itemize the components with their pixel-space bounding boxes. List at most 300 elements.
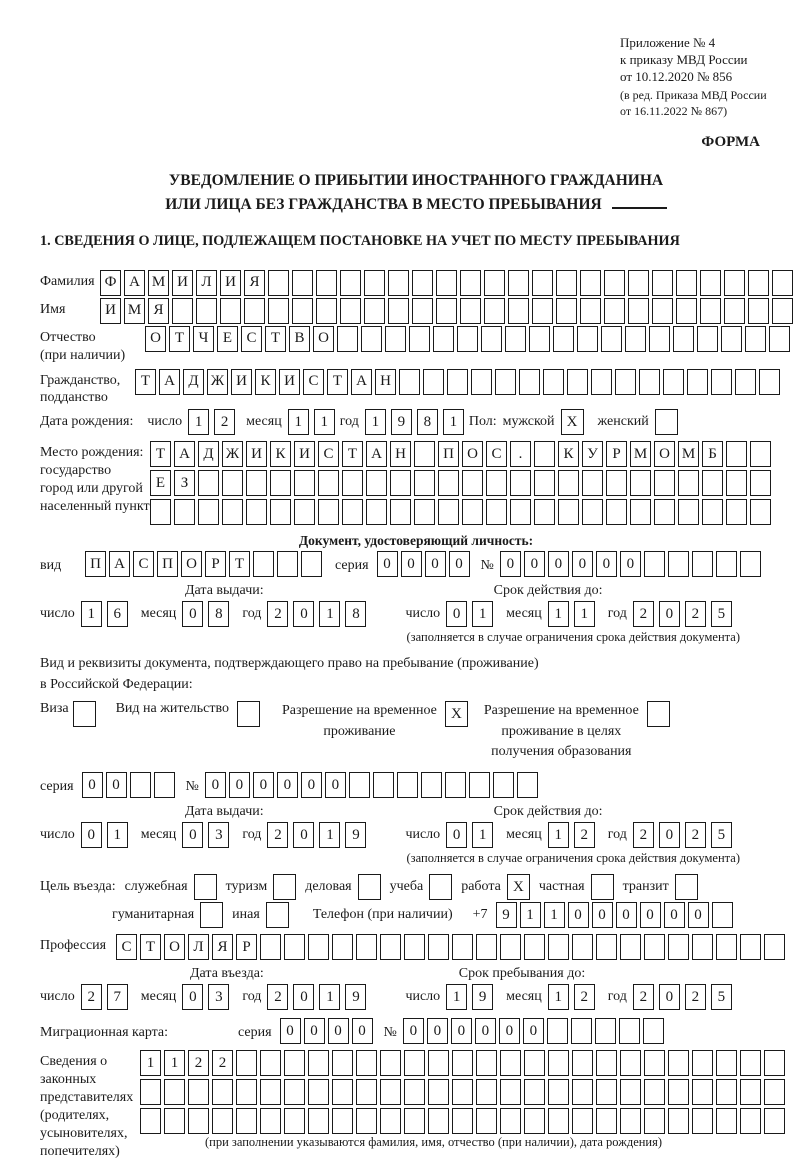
char-box[interactable]	[678, 470, 699, 496]
char-box[interactable]: Д	[183, 369, 204, 395]
char-box[interactable]	[726, 499, 747, 525]
char-box[interactable]	[308, 1079, 329, 1105]
char-box[interactable]: П	[85, 551, 106, 577]
char-box[interactable]	[294, 470, 315, 496]
char-box[interactable]: 1	[288, 409, 309, 435]
char-box[interactable]	[604, 298, 625, 324]
char-box[interactable]	[270, 499, 291, 525]
char-box[interactable]	[676, 270, 697, 296]
char-box[interactable]	[301, 551, 322, 577]
checkbox-tranzit[interactable]	[675, 874, 698, 900]
char-box[interactable]: 0	[277, 772, 298, 798]
char-box[interactable]: 1	[140, 1050, 161, 1076]
char-box[interactable]	[668, 934, 689, 960]
char-box[interactable]	[220, 298, 241, 324]
char-box[interactable]: 2	[81, 984, 102, 1010]
char-box[interactable]	[337, 326, 358, 352]
char-box[interactable]	[558, 499, 579, 525]
char-box[interactable]	[284, 1050, 305, 1076]
checkbox-turizm[interactable]	[273, 874, 296, 900]
char-box[interactable]	[740, 1050, 761, 1076]
char-box[interactable]	[534, 441, 555, 467]
res-valid-year-boxes[interactable]	[633, 822, 737, 848]
char-box[interactable]: 0	[499, 1018, 520, 1044]
char-box[interactable]	[532, 298, 553, 324]
char-box[interactable]	[764, 934, 785, 960]
char-box[interactable]	[284, 1108, 305, 1134]
char-box[interactable]	[318, 499, 339, 525]
char-box[interactable]: 5	[711, 822, 732, 848]
char-box[interactable]	[340, 298, 361, 324]
char-box[interactable]	[236, 1108, 257, 1134]
res-issue-day-boxes[interactable]	[81, 822, 133, 848]
char-box[interactable]	[462, 499, 483, 525]
doc-issue-day-boxes[interactable]	[81, 601, 133, 627]
char-box[interactable]: А	[351, 369, 372, 395]
char-box[interactable]: 1	[472, 601, 493, 627]
char-box[interactable]	[764, 1050, 785, 1076]
char-box[interactable]	[711, 369, 732, 395]
char-box[interactable]	[724, 298, 745, 324]
char-box[interactable]: 1	[446, 984, 467, 1010]
char-box[interactable]	[380, 1108, 401, 1134]
char-box[interactable]: Т	[229, 551, 250, 577]
char-box[interactable]: А	[174, 441, 195, 467]
char-box[interactable]	[740, 1108, 761, 1134]
char-box[interactable]	[260, 1050, 281, 1076]
char-box[interactable]	[668, 1079, 689, 1105]
char-box[interactable]	[524, 1079, 545, 1105]
char-box[interactable]	[577, 326, 598, 352]
char-box[interactable]	[364, 298, 385, 324]
char-box[interactable]: 2	[267, 822, 288, 848]
res-number-boxes[interactable]	[205, 772, 541, 798]
char-box[interactable]: 0	[446, 601, 467, 627]
char-box[interactable]: Т	[150, 441, 171, 467]
doc-valid-day-boxes[interactable]	[446, 601, 498, 627]
char-box[interactable]: 5	[711, 984, 732, 1010]
char-box[interactable]	[524, 934, 545, 960]
char-box[interactable]	[532, 270, 553, 296]
char-box[interactable]	[567, 369, 588, 395]
char-box[interactable]	[769, 326, 790, 352]
char-box[interactable]	[558, 470, 579, 496]
char-box[interactable]: 0	[659, 984, 680, 1010]
char-box[interactable]: П	[438, 441, 459, 467]
char-box[interactable]: 1	[548, 601, 569, 627]
char-box[interactable]: М	[124, 298, 145, 324]
char-box[interactable]	[692, 1050, 713, 1076]
char-box[interactable]	[750, 470, 771, 496]
char-box[interactable]: О	[181, 551, 202, 577]
char-box[interactable]	[596, 934, 617, 960]
char-box[interactable]: Т	[342, 441, 363, 467]
char-box[interactable]	[606, 470, 627, 496]
char-box[interactable]	[471, 369, 492, 395]
entry-month-boxes[interactable]	[182, 984, 234, 1010]
char-box[interactable]	[606, 499, 627, 525]
char-box[interactable]	[625, 326, 646, 352]
char-box[interactable]	[390, 499, 411, 525]
char-box[interactable]	[510, 470, 531, 496]
char-box[interactable]: Т	[140, 934, 161, 960]
char-box[interactable]: Д	[198, 441, 219, 467]
char-box[interactable]	[414, 441, 435, 467]
char-box[interactable]: А	[366, 441, 387, 467]
char-box[interactable]	[548, 1050, 569, 1076]
checkbox-female[interactable]	[655, 409, 678, 435]
char-box[interactable]: Р	[205, 551, 226, 577]
char-box[interactable]: З	[174, 470, 195, 496]
char-box[interactable]	[529, 326, 550, 352]
char-box[interactable]	[457, 326, 478, 352]
char-box[interactable]	[628, 270, 649, 296]
char-box[interactable]	[759, 369, 780, 395]
char-box[interactable]: 0	[328, 1018, 349, 1044]
char-box[interactable]	[495, 369, 516, 395]
char-box[interactable]: М	[678, 441, 699, 467]
doc-type-boxes[interactable]	[85, 551, 325, 577]
char-box[interactable]: 1	[365, 409, 386, 435]
char-box[interactable]	[423, 369, 444, 395]
char-box[interactable]	[481, 326, 502, 352]
char-box[interactable]: 2	[188, 1050, 209, 1076]
char-box[interactable]: М	[148, 270, 169, 296]
char-box[interactable]: 2	[685, 601, 706, 627]
char-box[interactable]	[342, 470, 363, 496]
char-box[interactable]: А	[109, 551, 130, 577]
char-box[interactable]	[253, 551, 274, 577]
char-box[interactable]: 0	[182, 822, 203, 848]
char-box[interactable]	[750, 441, 771, 467]
char-box[interactable]: 0	[182, 984, 203, 1010]
char-box[interactable]	[678, 499, 699, 525]
char-box[interactable]: 0	[301, 772, 322, 798]
char-box[interactable]	[404, 1050, 425, 1076]
char-box[interactable]	[716, 1079, 737, 1105]
char-box[interactable]	[164, 1079, 185, 1105]
char-box[interactable]: 0	[620, 551, 641, 577]
entry-year-boxes[interactable]	[267, 984, 371, 1010]
char-box[interactable]: Ч	[193, 326, 214, 352]
char-box[interactable]	[772, 298, 793, 324]
char-box[interactable]	[508, 270, 529, 296]
char-box[interactable]	[572, 1108, 593, 1134]
char-box[interactable]	[388, 270, 409, 296]
char-box[interactable]	[700, 270, 721, 296]
char-box[interactable]	[524, 1050, 545, 1076]
char-box[interactable]: 0	[548, 551, 569, 577]
char-box[interactable]	[654, 470, 675, 496]
char-box[interactable]: 1	[81, 601, 102, 627]
char-box[interactable]: 1	[544, 902, 565, 928]
char-box[interactable]	[246, 470, 267, 496]
char-box[interactable]	[428, 1108, 449, 1134]
char-box[interactable]	[385, 326, 406, 352]
representatives-boxes-2[interactable]	[140, 1079, 788, 1105]
char-box[interactable]: С	[303, 369, 324, 395]
char-box[interactable]: 0	[253, 772, 274, 798]
char-box[interactable]: 3	[208, 822, 229, 848]
char-box[interactable]	[436, 270, 457, 296]
char-box[interactable]	[380, 1050, 401, 1076]
char-box[interactable]	[508, 298, 529, 324]
char-box[interactable]: 9	[472, 984, 493, 1010]
char-box[interactable]: 2	[214, 409, 235, 435]
char-box[interactable]	[236, 1079, 257, 1105]
char-box[interactable]: 0	[401, 551, 422, 577]
char-box[interactable]	[484, 298, 505, 324]
char-box[interactable]: И	[279, 369, 300, 395]
char-box[interactable]	[174, 499, 195, 525]
char-box[interactable]	[438, 470, 459, 496]
char-box[interactable]: 0	[425, 551, 446, 577]
char-box[interactable]	[663, 369, 684, 395]
char-box[interactable]	[361, 326, 382, 352]
char-box[interactable]	[702, 470, 723, 496]
char-box[interactable]	[308, 934, 329, 960]
char-box[interactable]: И	[246, 441, 267, 467]
name-boxes[interactable]	[100, 298, 796, 324]
char-box[interactable]	[390, 470, 411, 496]
char-box[interactable]	[222, 470, 243, 496]
char-box[interactable]	[484, 270, 505, 296]
char-box[interactable]: 1	[443, 409, 464, 435]
char-box[interactable]	[639, 369, 660, 395]
char-box[interactable]	[687, 369, 708, 395]
char-box[interactable]	[702, 499, 723, 525]
char-box[interactable]	[572, 934, 593, 960]
char-box[interactable]: И	[220, 270, 241, 296]
char-box[interactable]: 0	[106, 772, 127, 798]
char-box[interactable]: 0	[568, 902, 589, 928]
char-box[interactable]	[140, 1108, 161, 1134]
char-box[interactable]: Л	[196, 270, 217, 296]
char-box[interactable]: 0	[293, 822, 314, 848]
char-box[interactable]	[292, 270, 313, 296]
char-box[interactable]	[596, 1108, 617, 1134]
char-box[interactable]	[652, 270, 673, 296]
doc-issue-year-boxes[interactable]	[267, 601, 371, 627]
char-box[interactable]	[356, 934, 377, 960]
char-box[interactable]	[366, 470, 387, 496]
char-box[interactable]	[652, 298, 673, 324]
char-box[interactable]	[188, 1108, 209, 1134]
char-box[interactable]: 9	[496, 902, 517, 928]
char-box[interactable]	[716, 1050, 737, 1076]
char-box[interactable]: С	[116, 934, 137, 960]
char-box[interactable]	[260, 1079, 281, 1105]
char-box[interactable]	[412, 270, 433, 296]
char-box[interactable]: 8	[208, 601, 229, 627]
char-box[interactable]: 0	[500, 551, 521, 577]
char-box[interactable]	[308, 1108, 329, 1134]
char-box[interactable]	[548, 1108, 569, 1134]
char-box[interactable]	[414, 499, 435, 525]
char-box[interactable]: 0	[640, 902, 661, 928]
char-box[interactable]: 0	[659, 601, 680, 627]
char-box[interactable]	[462, 470, 483, 496]
char-box[interactable]	[572, 1050, 593, 1076]
char-box[interactable]	[212, 1108, 233, 1134]
char-box[interactable]: С	[318, 441, 339, 467]
char-box[interactable]	[712, 902, 733, 928]
checkbox-temp-residence[interactable]: X	[445, 701, 468, 727]
char-box[interactable]	[438, 499, 459, 525]
char-box[interactable]	[452, 1108, 473, 1134]
char-box[interactable]	[628, 298, 649, 324]
char-box[interactable]: 2	[685, 822, 706, 848]
char-box[interactable]: 0	[616, 902, 637, 928]
char-box[interactable]	[356, 1108, 377, 1134]
char-box[interactable]: О	[164, 934, 185, 960]
char-box[interactable]	[740, 551, 761, 577]
char-box[interactable]	[380, 1079, 401, 1105]
doc-number-boxes[interactable]	[500, 551, 764, 577]
char-box[interactable]: 0	[524, 551, 545, 577]
char-box[interactable]	[620, 1079, 641, 1105]
char-box[interactable]	[548, 934, 569, 960]
doc-series-boxes[interactable]	[377, 551, 473, 577]
birth-year-boxes[interactable]	[365, 409, 469, 435]
checkbox-rabota[interactable]: X	[507, 874, 530, 900]
char-box[interactable]	[332, 1079, 353, 1105]
char-box[interactable]	[268, 270, 289, 296]
char-box[interactable]	[445, 772, 466, 798]
char-box[interactable]	[547, 1018, 568, 1044]
char-box[interactable]: 5	[711, 601, 732, 627]
char-box[interactable]: 0	[280, 1018, 301, 1044]
char-box[interactable]: 1	[548, 984, 569, 1010]
char-box[interactable]	[428, 1050, 449, 1076]
char-box[interactable]	[519, 369, 540, 395]
char-box[interactable]: 0	[688, 902, 709, 928]
char-box[interactable]	[380, 934, 401, 960]
char-box[interactable]	[604, 270, 625, 296]
char-box[interactable]	[316, 270, 337, 296]
char-box[interactable]	[556, 298, 577, 324]
checkbox-inaya[interactable]	[266, 902, 289, 928]
char-box[interactable]: Т	[169, 326, 190, 352]
char-box[interactable]: 8	[417, 409, 438, 435]
char-box[interactable]	[414, 470, 435, 496]
char-box[interactable]: 2	[212, 1050, 233, 1076]
char-box[interactable]: 9	[391, 409, 412, 435]
char-box[interactable]	[412, 298, 433, 324]
char-box[interactable]: Т	[265, 326, 286, 352]
char-box[interactable]	[476, 934, 497, 960]
char-box[interactable]: .	[510, 441, 531, 467]
char-box[interactable]	[620, 1108, 641, 1134]
char-box[interactable]: 0	[523, 1018, 544, 1044]
char-box[interactable]	[644, 934, 665, 960]
char-box[interactable]: И	[231, 369, 252, 395]
representatives-boxes-1[interactable]	[140, 1050, 788, 1076]
char-box[interactable]	[428, 1079, 449, 1105]
char-box[interactable]: Е	[150, 470, 171, 496]
char-box[interactable]: 2	[267, 601, 288, 627]
char-box[interactable]	[268, 298, 289, 324]
char-box[interactable]	[697, 326, 718, 352]
char-box[interactable]	[447, 369, 468, 395]
char-box[interactable]	[553, 326, 574, 352]
char-box[interactable]	[436, 298, 457, 324]
char-box[interactable]: 0	[229, 772, 250, 798]
char-box[interactable]	[284, 934, 305, 960]
char-box[interactable]	[244, 298, 265, 324]
char-box[interactable]	[428, 934, 449, 960]
char-box[interactable]	[726, 441, 747, 467]
char-box[interactable]	[500, 1079, 521, 1105]
checkbox-male[interactable]: X	[561, 409, 584, 435]
char-box[interactable]	[433, 326, 454, 352]
char-box[interactable]	[270, 470, 291, 496]
char-box[interactable]: 1	[319, 601, 340, 627]
res-issue-month-boxes[interactable]	[182, 822, 234, 848]
checkbox-chastnaya[interactable]	[591, 874, 614, 900]
checkbox-ucheba[interactable]	[429, 874, 452, 900]
char-box[interactable]: 1	[319, 984, 340, 1010]
char-box[interactable]: 0	[592, 902, 613, 928]
char-box[interactable]	[524, 1108, 545, 1134]
char-box[interactable]	[198, 499, 219, 525]
char-box[interactable]	[692, 934, 713, 960]
char-box[interactable]	[397, 772, 418, 798]
char-box[interactable]	[721, 326, 742, 352]
char-box[interactable]	[601, 326, 622, 352]
char-box[interactable]: Р	[236, 934, 257, 960]
char-box[interactable]: 0	[377, 551, 398, 577]
char-box[interactable]	[172, 298, 193, 324]
char-box[interactable]	[150, 499, 171, 525]
char-box[interactable]	[748, 298, 769, 324]
entry-day-boxes[interactable]	[81, 984, 133, 1010]
char-box[interactable]	[644, 551, 665, 577]
profession-boxes[interactable]	[116, 934, 788, 960]
char-box[interactable]	[692, 1108, 713, 1134]
char-box[interactable]	[284, 1079, 305, 1105]
char-box[interactable]	[500, 1050, 521, 1076]
checkbox-sluzhebnaya[interactable]	[194, 874, 217, 900]
birth-place-boxes-2[interactable]	[150, 470, 774, 496]
char-box[interactable]	[486, 499, 507, 525]
char-box[interactable]: Е	[217, 326, 238, 352]
char-box[interactable]	[571, 1018, 592, 1044]
char-box[interactable]: К	[255, 369, 276, 395]
char-box[interactable]	[517, 772, 538, 798]
char-box[interactable]	[620, 1050, 641, 1076]
stay-year-boxes[interactable]	[633, 984, 737, 1010]
char-box[interactable]	[452, 934, 473, 960]
char-box[interactable]: Ж	[222, 441, 243, 467]
char-box[interactable]	[486, 470, 507, 496]
char-box[interactable]	[452, 1079, 473, 1105]
char-box[interactable]	[591, 369, 612, 395]
char-box[interactable]	[404, 1079, 425, 1105]
char-box[interactable]: О	[145, 326, 166, 352]
char-box[interactable]	[510, 499, 531, 525]
checkbox-residence-permit[interactable]	[237, 701, 260, 727]
char-box[interactable]: Я	[244, 270, 265, 296]
char-box[interactable]	[356, 1050, 377, 1076]
char-box[interactable]	[716, 551, 737, 577]
char-box[interactable]	[476, 1050, 497, 1076]
char-box[interactable]: О	[462, 441, 483, 467]
char-box[interactable]	[724, 270, 745, 296]
birth-place-boxes-3[interactable]	[150, 499, 774, 525]
char-box[interactable]: Б	[702, 441, 723, 467]
doc-valid-year-boxes[interactable]	[633, 601, 737, 627]
